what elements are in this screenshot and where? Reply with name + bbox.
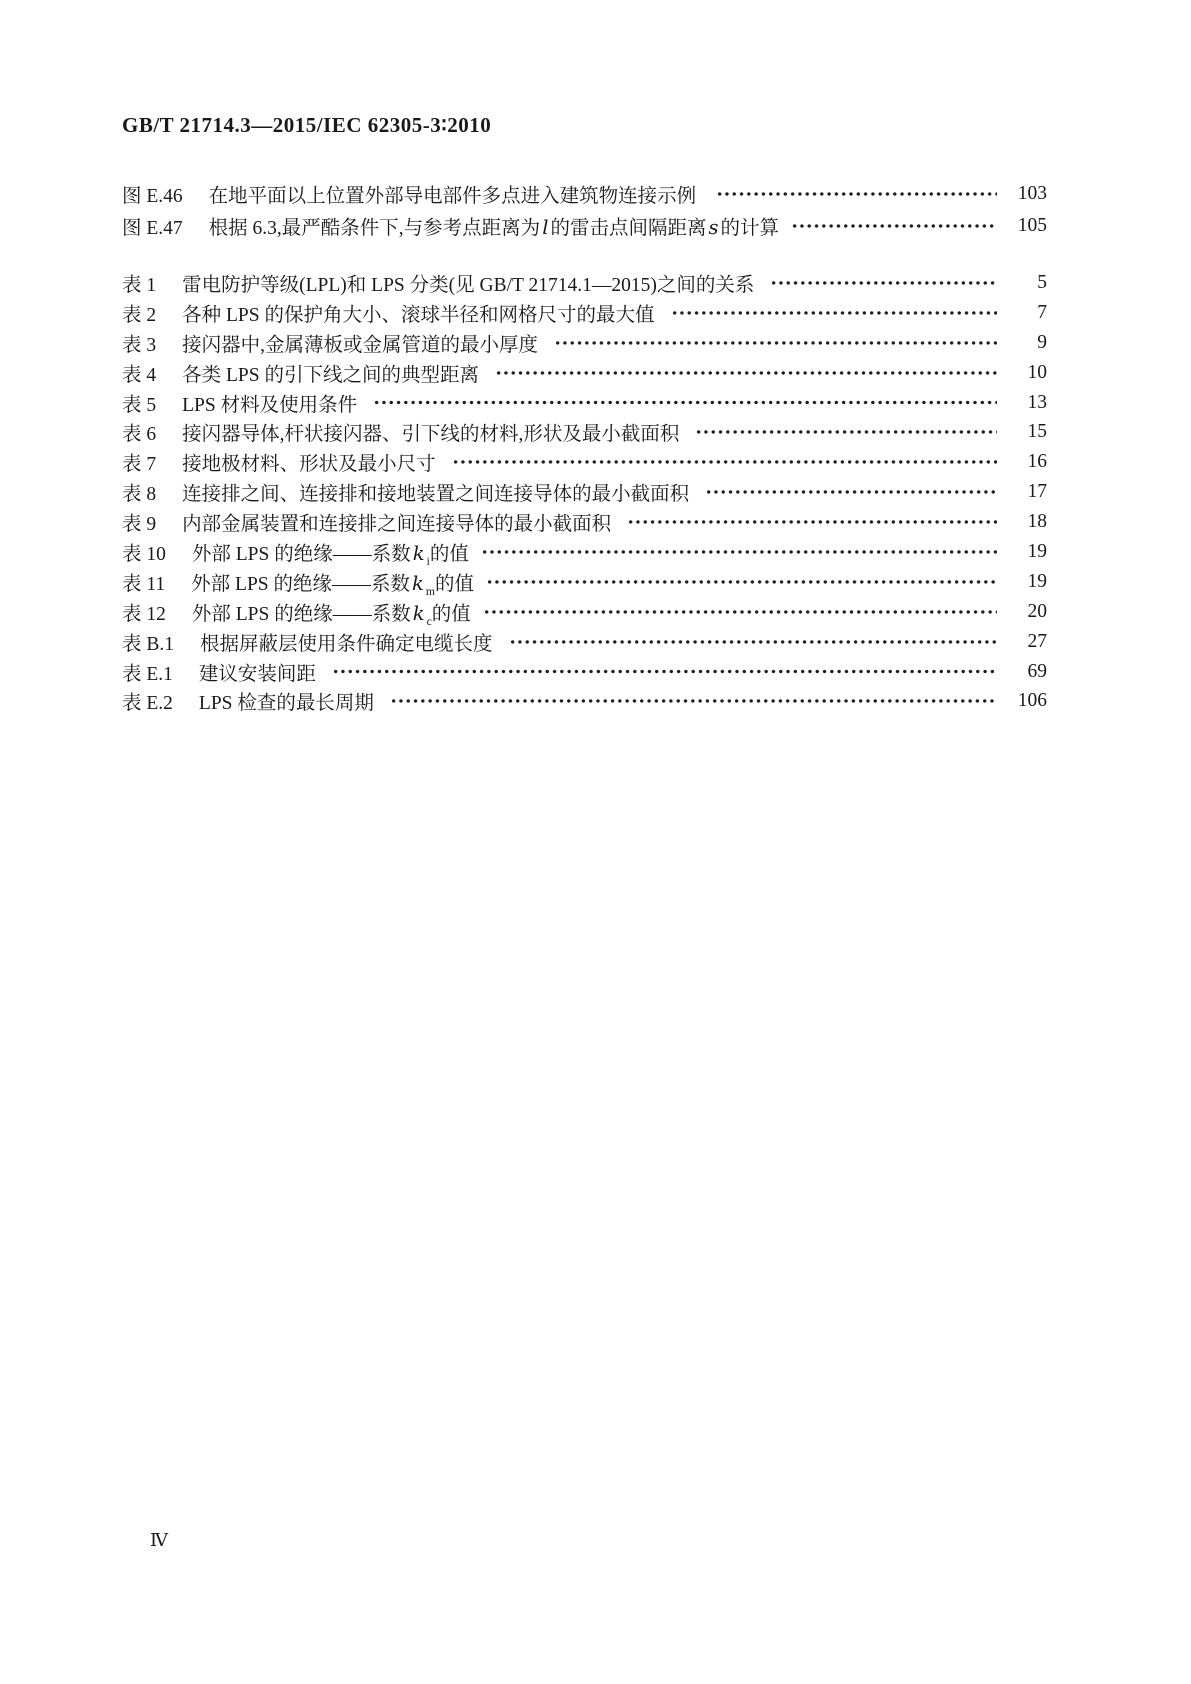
entry-label: 表 2 [122,304,157,326]
title-text: 外部 LPS 的绝缘——系数 [191,573,411,595]
entry-label: 表 E.2 [122,693,173,715]
variable [679,422,683,445]
subscript: i [426,554,430,568]
title-text: 连接排之间、连接排和接地装置之间连接导体的最小截面积 [182,484,690,506]
variable [436,452,440,475]
entry-title [192,538,469,566]
entry-label: 表 10 [122,543,166,565]
title-text: 接闪器导体,杆状接闪器、引下线的材料,形状及最小截面积 [182,424,680,446]
title-text: LPS 材料及使用条件 [182,394,358,416]
footer-page-number: Ⅳ [150,1530,168,1550]
entry-label: 表 12 [122,603,166,625]
variable [754,273,758,296]
toc-table-entry [122,477,1047,507]
entry-page-number: 18 [1027,511,1047,533]
entry-title [200,628,497,656]
variable: l [542,216,549,239]
title-text: 内部金属装置和连接排之间连接导体的最小截面积 [182,514,612,536]
entry-page-number: 5 [1037,271,1047,293]
title-text: 建议安装间距 [198,663,316,685]
entry-page-number: 69 [1027,660,1047,682]
toc-figure-entry [122,178,1047,210]
dot-leader [483,597,997,627]
title-text: 根据 6.3,最严酷条件下,与参考点距离为 [208,218,541,239]
dot-leader [390,686,997,716]
variable [538,333,542,356]
entry-title [209,212,779,240]
entry-title [199,658,320,686]
entry-title [209,180,705,208]
dot-leader [705,477,997,507]
dot-leader [452,447,997,477]
variable [479,363,483,386]
dot-leader [509,627,997,657]
title-text: LPS 检查的最长周期 [198,693,374,715]
title-text: 雷电防护等级(LPL)和 LPS 分类(见 GB/T 21714.1—2015)之间的关系 [182,274,755,296]
variable [316,662,320,685]
dot-leader [791,210,997,242]
entry-title [182,359,483,387]
toc-table-entry [122,358,1047,388]
toc-table-entry [122,417,1047,447]
title-text: 外部 LPS 的绝缘——系数 [191,543,411,565]
entry-label: 表 7 [122,454,157,476]
variable: k [412,571,424,595]
entry-label: 表 3 [122,334,157,356]
toc-tables-section [122,268,1047,716]
title-text: 的值 [431,603,471,625]
entry-label: 表 5 [122,394,157,416]
subscript: c [426,614,432,628]
toc-figures-section [122,178,1047,242]
title-text: 的计算 [720,218,779,239]
dot-leader [716,178,997,210]
entry-page-number: 15 [1027,421,1047,443]
variable [374,691,378,714]
entry-title [182,418,683,446]
toc-table-entry [122,537,1047,567]
toc-table-entry [122,686,1047,716]
dot-leader [627,507,997,537]
entry-label: 表 11 [122,573,166,595]
entry-title [182,269,758,297]
dot-leader [695,417,997,447]
dot-leader [554,328,997,358]
subscript: m [425,584,435,598]
variable: k [412,601,425,625]
dot-leader [373,388,997,418]
entry-page-number: 105 [1017,215,1047,236]
entry-page-number: 17 [1027,481,1047,503]
entry-label: 表 6 [122,424,157,446]
dot-leader [332,657,997,687]
title-text: 外部 LPS 的绝缘——系数 [191,603,411,625]
title-text: 的值 [434,573,474,595]
entry-page-number: 20 [1027,600,1047,622]
dot-leader [770,268,997,298]
entry-page-number: 19 [1027,570,1047,592]
entry-title [182,329,542,357]
toc-table-entry [122,627,1047,657]
toc-figure-entry [122,210,1047,242]
variable: k [412,541,425,565]
dot-leader [481,537,997,567]
title-text: 根据屏蔽层使用条件确定电缆长度 [200,633,493,655]
title-text: 各种 LPS 的保护角大小、滚球半径和网格尺寸的最大值 [182,304,655,326]
entry-title [182,389,361,417]
toc-table-entry [122,657,1047,687]
entry-page-number: 13 [1027,391,1047,413]
entry-label: 图 E.47 [122,218,183,239]
toc-content [122,112,1047,716]
toc-table-entry [122,447,1047,477]
standard-number-header: GB/T 21714.3—2015/IEC 62305-3∶2010 [122,113,492,137]
dot-leader [495,358,997,388]
entry-title [182,478,693,506]
entry-label: 表 8 [122,484,157,506]
variable [689,482,693,505]
dot-leader [671,298,998,328]
variable: s [708,216,719,239]
entry-label: 表 B.1 [122,633,175,655]
title-text: 接地极材料、形状及最小尺寸 [182,454,436,476]
toc-table-entry [122,388,1047,418]
entry-page-number: 9 [1037,331,1047,353]
entry-title [182,508,615,536]
toc-table-entry [122,268,1047,298]
toc-table-entry [122,298,1047,328]
entry-title [182,448,440,476]
entry-page-number: 27 [1027,630,1047,652]
title-text: 的雷击点间隔距离 [550,218,707,239]
entry-label: 表 9 [122,514,157,536]
dot-leader [486,567,997,597]
entry-label: 图 E.46 [122,186,183,207]
entry-title [199,687,378,715]
entry-label: 表 1 [122,274,157,296]
variable [655,303,659,326]
title-text: 在地平面以上位置外部导电部件多点进入建筑物连接示例 [208,186,697,207]
variable [611,512,615,535]
entry-title [182,299,658,327]
title-text: 接闪器中,金属薄板或金属管道的最小厚度 [182,334,539,356]
entry-label: 表 4 [122,364,157,386]
entry-page-number: 16 [1027,451,1047,473]
entry-page-number: 7 [1037,301,1047,323]
entry-page-number: 106 [1017,690,1047,712]
variable [700,184,704,207]
title-text: 的值 [429,543,469,565]
toc-table-entry [122,328,1047,358]
toc-table-entry [122,597,1047,627]
variable [357,393,361,416]
entry-page-number: 103 [1017,183,1047,204]
title-text: 各类 LPS 的引下线之间的典型距离 [182,364,479,386]
variable [493,632,497,655]
toc-table-entry [122,507,1047,537]
entry-page-number: 10 [1027,361,1047,383]
toc-table-entry [122,567,1047,597]
entry-title [192,598,471,626]
entry-title [191,568,474,596]
entry-page-number: 19 [1027,540,1047,562]
entry-label: 表 E.1 [122,663,173,685]
